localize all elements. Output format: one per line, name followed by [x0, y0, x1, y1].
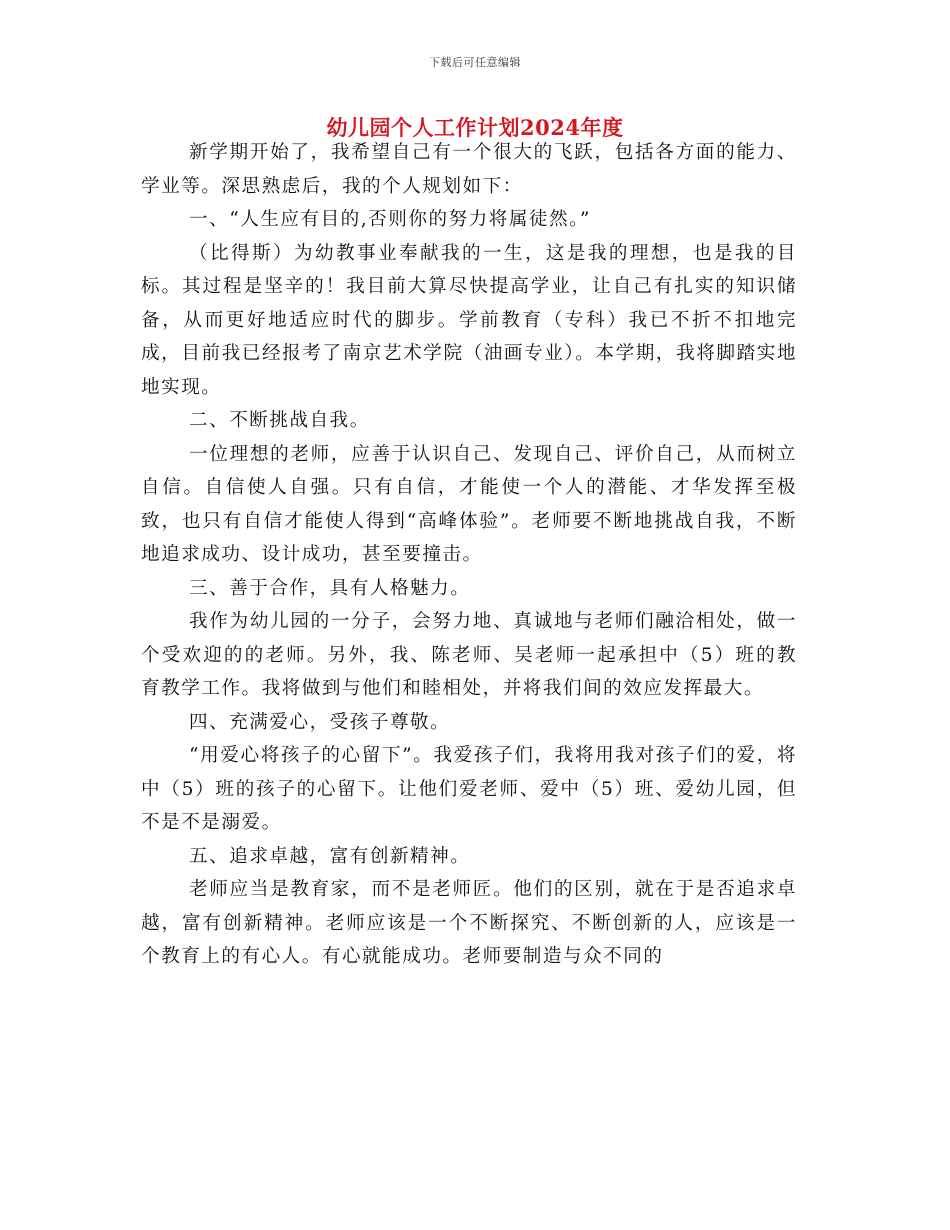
paragraph-intro: 新学期开始了，我希望自己有一个很大的飞跃，包括各方面的能力、学业等。深思熟虑后，我的个人规划如下： — [141, 142, 797, 197]
paragraph-section-2: 一位理想的老师，应善于认识自己、发现自己、评价自己，从而树立自信。自信使人自强。只有自信，才能使一个人的潜能、才华发挥至极致，也只有自信才能使人得到“高峰体验”。老师要不断地挑战自我，不断地追求成功、设计成功，甚至要撞击。 — [141, 443, 797, 565]
header-note: 下载后可任意编辑 — [429, 56, 521, 69]
heading-section-2: 二、不断挑战自我。 — [189, 410, 370, 431]
heading-section-5: 五、追求卓越，富有创新精神。 — [189, 845, 471, 867]
heading-section-4: 四、充满爱心，受孩子尊敬。 — [189, 711, 451, 733]
heading-section-1: 一、“人生应有目的,否则你的努力将属徒然。” — [189, 209, 591, 230]
paragraph-section-3: 我作为幼儿园的一分子，会努力地、真诚地与老师们融洽相处，做一个受欢迎的的老师。另外，我、陈老师、吴老师一起承担中（5）班的教育教学工作。我将做到与他们和睦相处，并将我们间的效应发挥最大。 — [141, 611, 797, 699]
paragraph-section-5: 老师应当是教育家，而不是老师匠。他们的区别，就在于是否追求卓越，富有创新精神。老师应该是一个不断探究、不断创新的人，应该是一个教育上的有心人。有心就能成功。老师要制造与众不同的 — [141, 879, 797, 967]
paragraph-section-1: （比得斯）为幼教事业奉献我的一生，这是我的理想，也是我的目标。其过程是坚辛的！我目前大算尽快提高学业，让自己有扎实的知识储备，从而更好地适应时代的脚步。学前教育（专科）我已不折不扣地完成，目前我已经报考了南京艺术学院（油画专业）。本学期，我将脚踏实地地实现。 — [141, 242, 797, 398]
paragraph-section-4: “用爱心将孩子的心留下”。我爱孩子们，我将用我对孩子们的爱，将中（5）班的孩子的心留下。让他们爱老师、爱中（5）班、爱幼儿园，但不是不是溺爱。 — [141, 745, 797, 833]
document-title: 幼儿园个人工作计划2024年度 — [326, 115, 624, 140]
document-body — [141, 136, 797, 974]
heading-section-3: 三、善于合作，具有人格魅力。 — [189, 577, 471, 599]
